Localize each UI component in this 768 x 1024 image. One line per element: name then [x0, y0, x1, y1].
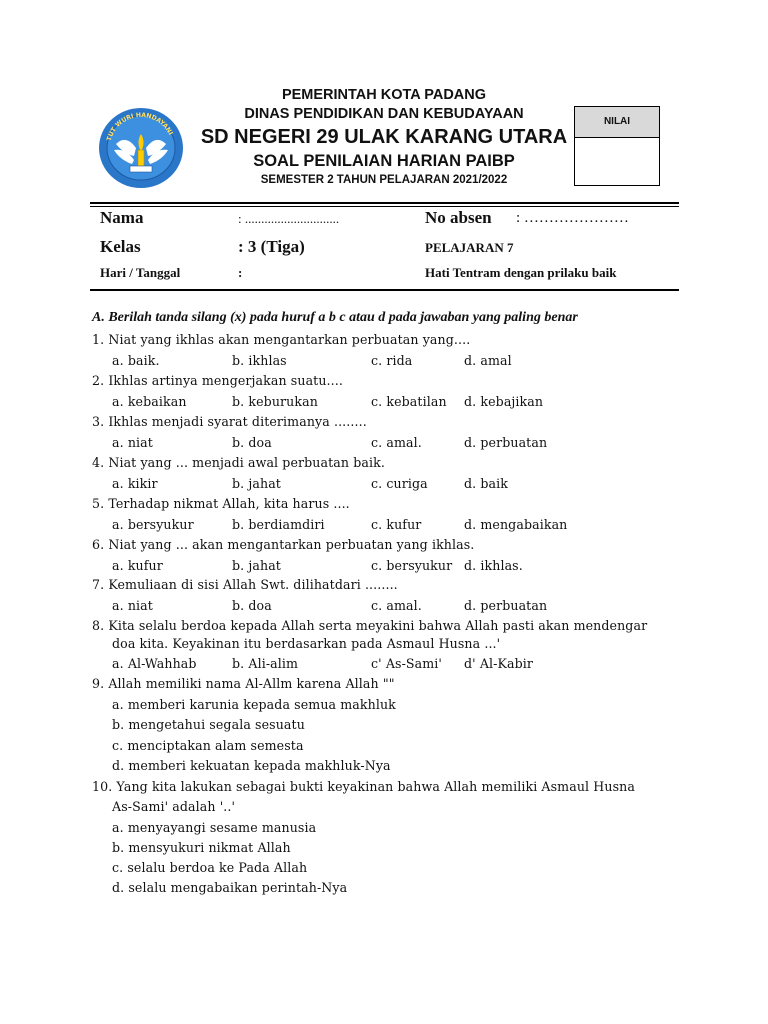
answer-option[interactable]: c. bersyukur: [371, 558, 453, 573]
pelajaran-label: PELAJARAN 7: [425, 240, 514, 255]
kelas-value: : 3 (Tiga): [238, 237, 305, 256]
answer-option[interactable]: c. kebatilan: [371, 394, 447, 409]
nama-field[interactable]: : .............................: [238, 211, 340, 226]
question-text: 10. Yang kita lakukan sebagai bukti keyakinan bahwa Allah memiliki Asmaul Husna: [92, 779, 635, 794]
answer-option[interactable]: b. jahat: [232, 558, 281, 573]
exam-title: SOAL PENILAIAN HARIAN PAIBP: [253, 152, 515, 170]
question-text: 1. Niat yang ikhlas akan mengantarkan perbuatan yang....: [92, 332, 471, 347]
identity-divider: [90, 289, 679, 291]
answer-option[interactable]: a. menyayangi sesame manusia: [112, 820, 317, 835]
answer-option[interactable]: a. bersyukur: [112, 517, 194, 532]
nama-label: Nama: [100, 208, 144, 227]
absen-field[interactable]: : …………………: [516, 210, 629, 226]
question-text: 7. Kemuliaan di sisi Allah Swt. dilihatdari ........: [92, 577, 398, 592]
answer-option[interactable]: d. kebajikan: [464, 394, 544, 409]
score-box: [574, 106, 660, 186]
answer-option[interactable]: c. amal.: [371, 598, 422, 613]
answer-option[interactable]: b. keburukan: [232, 394, 318, 409]
answer-option[interactable]: b. mengetahui segala sesuatu: [112, 717, 305, 732]
answer-option[interactable]: c' As-Sami': [371, 656, 442, 671]
answer-option[interactable]: a. niat: [112, 598, 153, 613]
answer-option[interactable]: c. kufur: [371, 517, 422, 532]
answer-option[interactable]: c. selalu berdoa ke Pada Allah: [112, 860, 308, 875]
absen-label: No absen: [425, 208, 492, 227]
header-divider-thin: [90, 206, 679, 207]
answer-option[interactable]: c. amal.: [371, 435, 422, 450]
logo-motto: TUT WURI HANDAYANI: [105, 111, 174, 142]
answer-option[interactable]: d. amal: [464, 353, 512, 368]
question-text-continued: As-Sami' adalah '..': [112, 799, 236, 814]
answer-option[interactable]: d' Al-Kabir: [464, 656, 534, 671]
answer-option[interactable]: a. memberi karunia kepada semua makhluk: [112, 697, 396, 712]
answer-option[interactable]: c. rida: [371, 353, 413, 368]
question-text: 4. Niat yang ... menjadi awal perbuatan baik.: [92, 455, 385, 470]
answer-option[interactable]: a. kufur: [112, 558, 163, 573]
kelas-label: Kelas: [100, 237, 141, 256]
answer-option[interactable]: b. ikhlas: [232, 353, 287, 368]
section-a-instruction: A. Berilah tanda silang (x) pada huruf a b c atau d pada jawaban yang paling benar: [92, 310, 578, 325]
header-divider: [90, 202, 679, 204]
answer-option[interactable]: a. Al-Wahhab: [112, 656, 197, 671]
government-title: PEMERINTAH KOTA PADANG: [281, 87, 487, 103]
answer-option[interactable]: c. curiga: [371, 476, 428, 491]
question-text-continued: doa kita. Keyakinan itu berdasarkan pada Asmaul Husna ...': [112, 636, 501, 651]
answer-option[interactable]: d. perbuatan: [464, 598, 548, 613]
hari-tanggal-field[interactable]: :: [238, 265, 243, 280]
semester-line: SEMESTER 2 TAHUN PELAJARAN 2021/2022: [260, 174, 508, 186]
hari-tanggal-label: Hari / Tanggal: [100, 265, 181, 280]
answer-option[interactable]: b. berdiamdiri: [232, 517, 325, 532]
answer-option[interactable]: c. menciptakan alam semesta: [112, 738, 304, 753]
answer-option[interactable]: a. baik.: [112, 353, 160, 368]
answer-option[interactable]: a. kikir: [112, 476, 158, 491]
tut-wuri-handayani-logo: [96, 104, 186, 190]
answer-option[interactable]: d. mengabaikan: [464, 517, 568, 532]
answer-option[interactable]: d. baik: [464, 476, 508, 491]
answer-option[interactable]: d. perbuatan: [464, 435, 548, 450]
department-title: DINAS PENDIDIKAN DAN KEBUDAYAAN: [244, 106, 524, 122]
answer-option[interactable]: b. doa: [232, 435, 272, 450]
question-text: 2. Ikhlas artinya mengerjakan suatu....: [92, 373, 343, 388]
question-text: 5. Terhadap nikmat Allah, kita harus ....: [92, 496, 350, 511]
question-text: 3. Ikhlas menjadi syarat diterimanya ........: [92, 414, 367, 429]
answer-option[interactable]: b. jahat: [232, 476, 281, 491]
school-name: SD NEGERI 29 ULAK KARANG UTARA: [200, 126, 568, 148]
question-text: 9. Allah memiliki nama Al-Allm karena Allah "": [92, 676, 395, 691]
answer-option[interactable]: b. Ali-alim: [232, 656, 299, 671]
answer-option[interactable]: b. mensyukuri nikmat Allah: [112, 840, 291, 855]
question-text: 6. Niat yang ... akan mengantarkan perbuatan yang ikhlas.: [92, 537, 475, 552]
answer-option[interactable]: a. niat: [112, 435, 153, 450]
answer-option[interactable]: d. selalu mengabaikan perintah-Nya: [112, 880, 348, 895]
answer-option[interactable]: d. ikhlas.: [464, 558, 523, 573]
score-label: NILAI: [575, 107, 659, 138]
answer-option[interactable]: b. doa: [232, 598, 272, 613]
answer-option[interactable]: d. memberi kekuatan kepada makhluk-Nya: [112, 758, 391, 773]
lesson-topic: Hati Tentram dengan prilaku baik: [425, 265, 617, 280]
answer-option[interactable]: a. kebaikan: [112, 394, 187, 409]
question-text: 8. Kita selalu berdoa kepada Allah serta meyakini bahwa Allah pasti akan mendengar: [92, 618, 648, 633]
document-header: [0, 0, 768, 200]
